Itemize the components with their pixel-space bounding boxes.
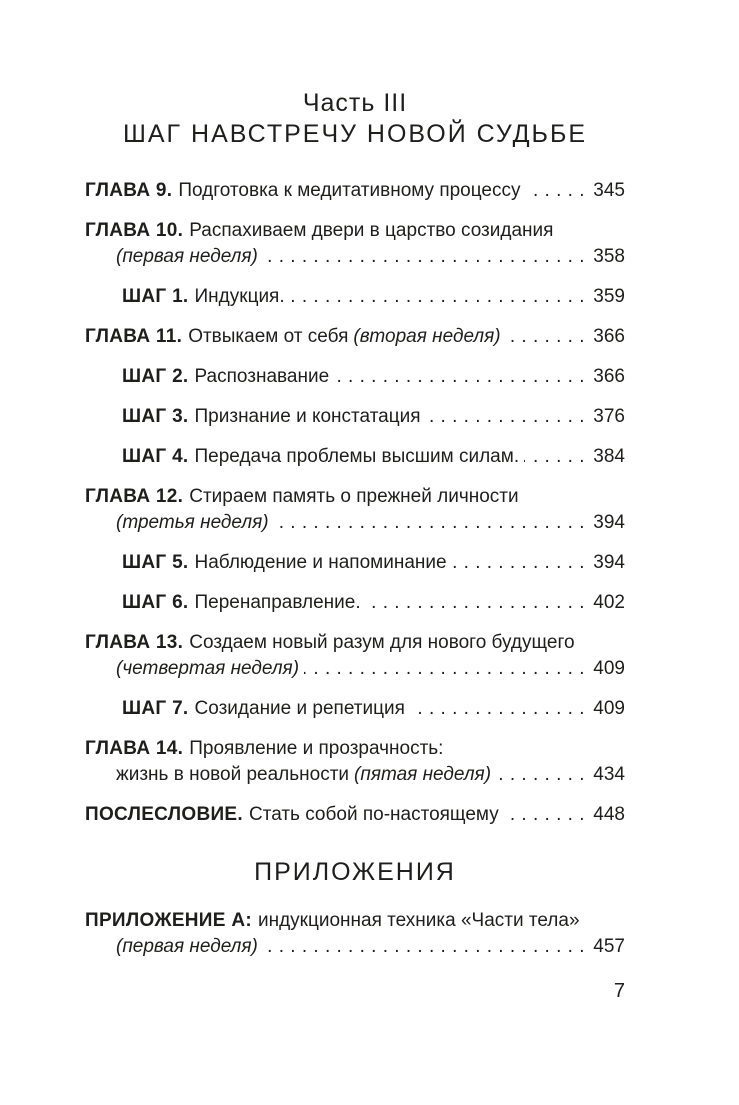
entry-title-italic: (вторая неделя) [353,326,501,347]
entry-subtitle-italic: (третья неделя) [116,512,269,533]
table-of-contents [85,178,625,960]
dot-leader [504,802,585,828]
entry-title: Отвыкаем от себя [188,326,349,347]
entry-title: индукционная техника «Части тела» [257,910,580,931]
entry-page-number: 358 [593,246,625,267]
entry-title: Проявление и прозрачность: [189,738,444,759]
entry-title: Передача проблемы высшим силам. [194,446,520,467]
entry-label: ПРИЛОЖЕНИЕ А: [85,910,252,931]
entry-page-number: 366 [593,326,625,347]
entry-label: ГЛАВА 13. [85,632,184,653]
entry-page-number: 345 [593,180,625,201]
part-label: Часть III [302,89,408,117]
entry-label: ГЛАВА 14. [85,738,184,759]
entry-label: ШАГ 5. [122,552,189,573]
dot-leader [525,178,585,204]
toc-entry-step-6 [85,590,625,616]
entry-subtitle: жизнь в новой реальности [116,764,350,785]
footer [85,978,625,1004]
entry-title: Признание и констатация [194,406,421,427]
entry-label: ПОСЛЕСЛОВИЕ. [85,804,243,825]
entry-title: Перенаправление. [194,592,361,613]
entry-subtitle-italic: (первая неделя) [116,936,258,957]
entry-label: ГЛАВА 12. [85,486,184,507]
entry-page-number: 394 [593,512,625,533]
toc-entry-afterword [85,802,625,828]
entry-page-number: 376 [593,406,625,427]
dot-leader [426,404,585,430]
entry-title: Распознавание [194,366,330,387]
toc-entry-chapter-14 [85,736,625,788]
toc-entry-step-3 [85,404,625,430]
dot-leader [263,934,585,960]
entry-label: ШАГ 6. [122,592,189,613]
toc-entry-chapter-12 [85,484,625,536]
entry-title: Индукция. [194,286,285,307]
dot-leader [263,244,585,270]
dot-leader [304,656,585,682]
entry-title: Распахиваем двери в царство созидания [189,220,554,241]
entry-title: Стать собой по-настоящему [248,804,499,825]
entry-label: ШАГ 3. [122,406,189,427]
entry-page-number: 448 [593,804,625,825]
dot-leader [334,364,585,390]
entry-page-number: 366 [593,366,625,387]
dot-leader [524,444,585,470]
dot-leader [506,324,585,350]
toc-entry-chapter-13 [85,630,625,682]
entry-title: Наблюдение и напоминание [194,552,447,573]
toc-entry-chapter-10 [85,218,625,270]
dot-leader [496,762,585,788]
entry-page-number: 394 [593,552,625,573]
entry-page-number: 384 [593,446,625,467]
entry-page-number: 409 [593,658,625,679]
toc-entry-step-5 [85,550,625,576]
entry-page-number: 402 [593,592,625,613]
page-number: 7 [613,980,625,1002]
entry-page-number: 457 [593,936,625,957]
entry-label: ГЛАВА 11. [85,326,183,347]
toc-entry-appendix-a [85,908,625,960]
dot-leader [366,590,585,616]
entry-subtitle-italic: (четвертая неделя) [116,658,300,679]
entry-label: ГЛАВА 10. [85,220,184,241]
entry-title: Стираем память о прежней личности [189,486,519,507]
entry-label: ШАГ 7. [122,698,189,719]
entry-page-number: 359 [593,286,625,307]
entry-label: ШАГ 4. [122,446,189,467]
toc-entry-step-7 [85,696,625,722]
appendix-section-heading: ПРИЛОЖЕНИЯ [254,858,456,886]
toc-entry-chapter-9 [85,178,625,204]
entry-page-number: 409 [593,698,625,719]
entry-page-number: 434 [593,764,625,785]
toc-entry-step-4 [85,444,625,470]
toc-entry-chapter-11 [85,324,625,350]
entry-label: ГЛАВА 9. [85,180,173,201]
entry-label: ШАГ 2. [122,366,189,387]
dot-leader [290,284,585,310]
entry-title: Создаем новый разум для нового будущего [189,632,575,653]
toc-entry-step-2 [85,364,625,390]
entry-title: Подготовка к медитативному процессу [178,180,521,201]
entry-label: ШАГ 1. [122,286,189,307]
dot-leader [452,550,585,576]
toc-entry-step-1 [85,284,625,310]
dot-leader [410,696,585,722]
dot-leader [274,510,585,536]
part-header [85,88,625,151]
entry-title: Созидание и репетиция [194,698,405,719]
part-title: ШАГ НАВСТРЕЧУ НОВОЙ СУДЬБЕ [122,120,588,148]
entry-subtitle-italic: (первая неделя) [116,246,258,267]
entry-subtitle-italic: (пятая неделя) [354,764,492,785]
